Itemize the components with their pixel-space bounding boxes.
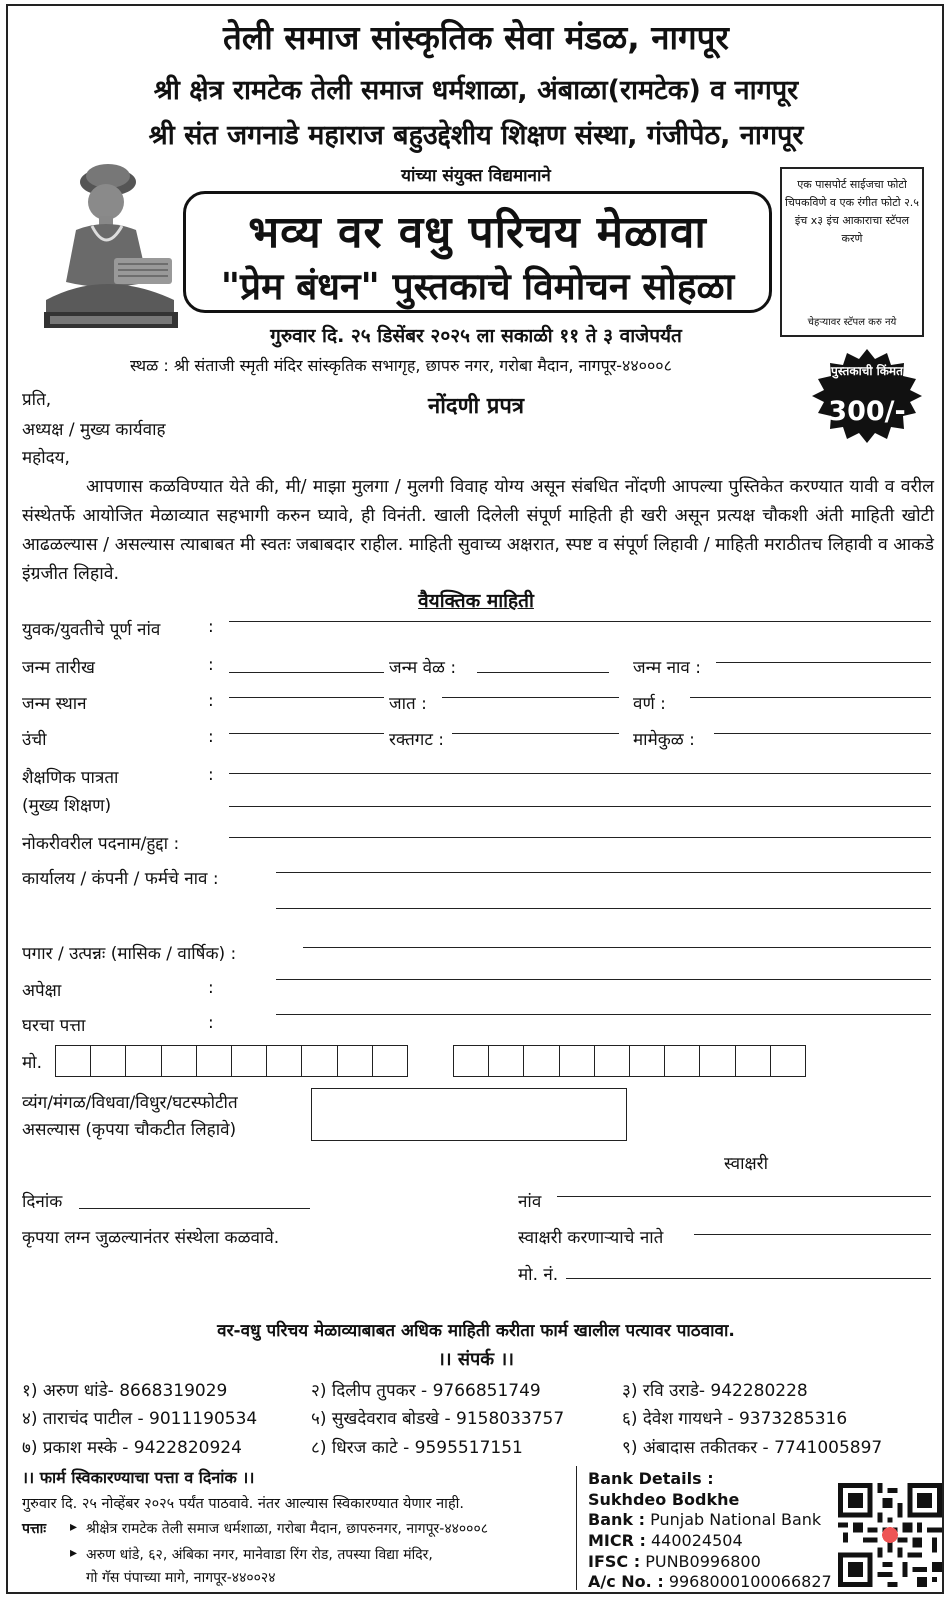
- photo-note: चेहऱ्यावर स्टॅपल करु नये: [807, 317, 897, 328]
- birth-name-line[interactable]: [716, 662, 931, 663]
- date-line[interactable]: [79, 1208, 310, 1209]
- birth-time-line[interactable]: [477, 672, 609, 673]
- bank-name: Punjab National Bank: [650, 1510, 822, 1529]
- expectation-line[interactable]: [276, 979, 931, 980]
- income-line[interactable]: [303, 947, 931, 948]
- caste-label: जात :: [389, 694, 427, 714]
- account-row: [588, 1572, 832, 1591]
- declaration-paragraph: आपणास कळविण्यात येते की, मी/ माझा मुलगा / मुलगी विवाह योग्य असून संबधित नोंदणी आपल्या पुस्तिकेत करण्यात यावी व वरील संस्थेतर्फे आयोजित मेळाव्यात सहभागी करुन घ्यावे, ही विनंती. खाली दिलेली संपूर्ण माहिती ही खरी असून प्रत्यक्ष चौकशी अंती माहिती खोटी आढळल्यास / असल्यास त्याबाबत मी स्वतः जबाबदार राहील. माहिती सुवाच्य अक्षरात, स्पष्ट व संपूर्ण लिहावी / माहिती मराठीतच लिहावी व आकडे इंग्रजीत लिहावे.: [22, 477, 934, 584]
- contact-item: ३) रवि उराडे- 942280228: [622, 1381, 808, 1401]
- colon: :: [208, 765, 214, 785]
- contact-item: २) दिलीप तुपकर - 9766851749: [311, 1381, 541, 1401]
- status-label: व्यंग/मंगळ/विधवा/विधुर/घटस्फोटीत: [22, 1093, 238, 1113]
- ifsc-label: IFSC :: [588, 1552, 641, 1571]
- office-label: कार्यालय / कंपनी / फर्मचे नाव :: [22, 869, 219, 889]
- micr-label: MICR :: [588, 1531, 646, 1550]
- education-label: शैक्षणिक पात्रता: [22, 768, 119, 788]
- salutation: महोदय,: [22, 448, 70, 468]
- mobile-label: मो.: [22, 1053, 42, 1073]
- receipt-address-1: श्रीक्षेत्र रामटेक तेली समाज धर्मशाळा, गरोबा मैदान, छापरुनगर, नागपूर-४४०००८: [86, 1521, 489, 1537]
- colon: :: [208, 655, 214, 675]
- receipt-deadline: गुरुवार दि. २५ नोव्हेंबर २०२५ पर्यंत पाठवावे. नंतर आल्यास स्विकारण्यात येणार नाही.: [22, 1496, 465, 1512]
- birth-place-label: जन्म स्थान: [22, 694, 87, 714]
- blood-group-line[interactable]: [452, 733, 619, 734]
- dob-label: जन्म तारीख: [22, 658, 95, 678]
- height-label: उंची: [22, 730, 47, 750]
- receipt-address-2: अरुण धांडे, ६२, अंबिका नगर, मानेवाडा रिंग रोड, तपस्या विद्या मंदिर,: [86, 1547, 433, 1563]
- signature-label: स्वाक्षरी: [724, 1154, 769, 1174]
- micr-value: 440024504: [651, 1531, 743, 1550]
- status-box[interactable]: [311, 1088, 627, 1141]
- joint-text: यांच्या संयुक्त विद्यमानाने: [401, 166, 551, 186]
- full-name-line[interactable]: [229, 621, 931, 622]
- address-prefix: पत्ताः: [22, 1521, 47, 1537]
- bank-holder: Sukhdeo Bodkhe: [588, 1490, 740, 1509]
- bank-name-row: [588, 1510, 821, 1529]
- mobile-2-boxes[interactable]: [453, 1045, 806, 1077]
- colon: :: [208, 617, 214, 637]
- event-title: भव्य वर वधु परिचय मेळावा: [248, 207, 707, 258]
- birth-name-label: जन्म नाव :: [633, 658, 702, 678]
- contact-item: ७) प्रकाश मस्के - 9422820924: [22, 1438, 242, 1458]
- office-line[interactable]: [276, 872, 931, 873]
- divider: [576, 1466, 577, 1590]
- name-line[interactable]: [557, 1196, 931, 1197]
- full-name-label: युवक/युवतीचे पूर्ण नांव: [22, 620, 161, 640]
- birth-place-line[interactable]: [229, 697, 384, 698]
- maternal-clan-line[interactable]: [714, 733, 931, 734]
- date-label: दिनांक: [22, 1192, 63, 1212]
- org-title-2: श्री क्षेत्र रामटेक तेली समाज धर्मशाळा, अंबाळा(रामटेक) व नागपूर: [153, 75, 799, 106]
- notify-text: कृपया लग्न जुळल्यानंतर संस्थेला कळवावे.: [22, 1228, 280, 1248]
- designation-line[interactable]: [229, 837, 931, 838]
- maternal-clan-label: मामेकुळ :: [633, 730, 695, 750]
- complexion-line[interactable]: [690, 697, 931, 698]
- expectation-label: अपेक्षा: [22, 981, 62, 1001]
- ifsc-value: PUNB0996800: [645, 1552, 761, 1571]
- form-title: नोंदणी प्रपत्र: [427, 394, 524, 419]
- org-title-1: तेली समाज सांस्कृतिक सेवा मंडळ, नागपूर: [223, 18, 729, 57]
- bank-label: Bank :: [588, 1510, 645, 1529]
- status-sub-label: असल्यास (कृपया चौकटीत लिहावे): [22, 1120, 237, 1140]
- contact-item: ९) अंबादास तकीतकर - 7741005897: [622, 1438, 883, 1458]
- contact-item: ४) ताराचंद पाटील - 9011190534: [22, 1409, 258, 1429]
- bullet-icon: ▸: [70, 1545, 78, 1561]
- education-line[interactable]: [229, 773, 931, 774]
- price-value: 300/-: [828, 396, 906, 427]
- colon: :: [208, 727, 214, 747]
- caste-line[interactable]: [442, 697, 619, 698]
- to-text: प्रति,: [22, 390, 52, 410]
- mobile-1-boxes[interactable]: [55, 1045, 408, 1077]
- addressee: अध्यक्ष / मुख्य कार्यवाह: [22, 420, 166, 440]
- info-text: वर-वधु परिचय मेळाव्याबाबत अधिक माहिती करीता फार्म खालील पत्यावर पाठवावा.: [217, 1321, 735, 1341]
- blood-group-label: रक्तगट :: [389, 730, 445, 750]
- sig-mobile-line[interactable]: [566, 1278, 931, 1279]
- complexion-label: वर्ण :: [633, 694, 666, 714]
- contact-heading: ।। संपर्क ।।: [437, 1349, 515, 1370]
- section-heading: वैयक्तिक माहिती: [418, 590, 534, 612]
- photo-instructions: एक पासपोर्ट साईजचा फोटो चिपकविणे व एक रंगीत फोटो २.५ इंच x३ इंच आकाराचा स्टॅपल करणे: [784, 178, 920, 245]
- education-sub-label: (मुख्य शिक्षण): [22, 796, 112, 816]
- contact-item: १) अरुण धांडे- 8668319029: [22, 1381, 228, 1401]
- contact-item: ६) देवेश गायधने - 9373285316: [622, 1409, 848, 1429]
- address-label: घरचा पत्ता: [22, 1016, 86, 1036]
- account-value: 9968000100066827: [668, 1572, 832, 1591]
- saint-illustration: [36, 150, 184, 332]
- ifsc-row: [588, 1552, 761, 1571]
- colon: :: [208, 1013, 214, 1033]
- contact-item: ५) सुखदेवराव बोडखे - 9158033757: [311, 1409, 565, 1429]
- sig-mobile-label: मो. नं.: [518, 1265, 559, 1285]
- event-date: गुरुवार दि. २५ डिसेंबर २०२५ ला सकाळी ११ ते ३ वाजेपर्यंत: [270, 325, 682, 347]
- designation-label: नोकरीवरील पदनाम/हुद्दा :: [22, 834, 180, 854]
- qr-code-icon[interactable]: [838, 1483, 942, 1587]
- height-line[interactable]: [229, 733, 384, 734]
- bank-heading: Bank Details :: [588, 1469, 714, 1488]
- address-line[interactable]: [276, 1014, 931, 1015]
- income-label: पगार / उत्पन्नः (मासिक / वार्षिक) :: [22, 944, 237, 964]
- colon: :: [208, 978, 214, 998]
- office-line-2[interactable]: [276, 908, 931, 909]
- bullet-icon: ▸: [70, 1519, 78, 1535]
- event-venue: स्थळ : श्री संताजी स्मृती मंदिर सांस्कृतिक सभागृह, छापरु नगर, गरोबा मैदान, नागपूर-४४०००८: [130, 356, 672, 375]
- org-title-3: श्री संत जगनाडे महाराज बहुउद्देशीय शिक्षण संस्था, गंजीपेठ, नागपूर: [148, 120, 804, 151]
- price-label: पुस्तकाची किंमत: [831, 364, 903, 378]
- education-line-2[interactable]: [229, 806, 931, 807]
- event-subtitle: "प्रेम बंधन" पुस्तकाचे विमोचन सोहळा: [220, 265, 735, 308]
- relation-label: स्वाक्षरी करणाऱ्याचे नाते: [518, 1228, 664, 1248]
- receipt-heading: ।। फार्म स्विकारण्याचा पत्ता व दिनांक ।।: [22, 1468, 255, 1487]
- micr-row: [588, 1531, 743, 1550]
- name-label: नांव: [518, 1192, 542, 1212]
- account-label: A/c No. :: [588, 1572, 664, 1591]
- receipt-address-3: गो गॅस पंपाच्या मागे, नागपूर-४४००२४: [86, 1570, 276, 1586]
- dob-line[interactable]: [229, 672, 384, 673]
- birth-time-label: जन्म वेळ :: [389, 658, 457, 678]
- contact-item: ८) धिरज काटे - 9595517151: [311, 1438, 523, 1458]
- colon: :: [208, 691, 214, 711]
- relation-line[interactable]: [694, 1234, 931, 1235]
